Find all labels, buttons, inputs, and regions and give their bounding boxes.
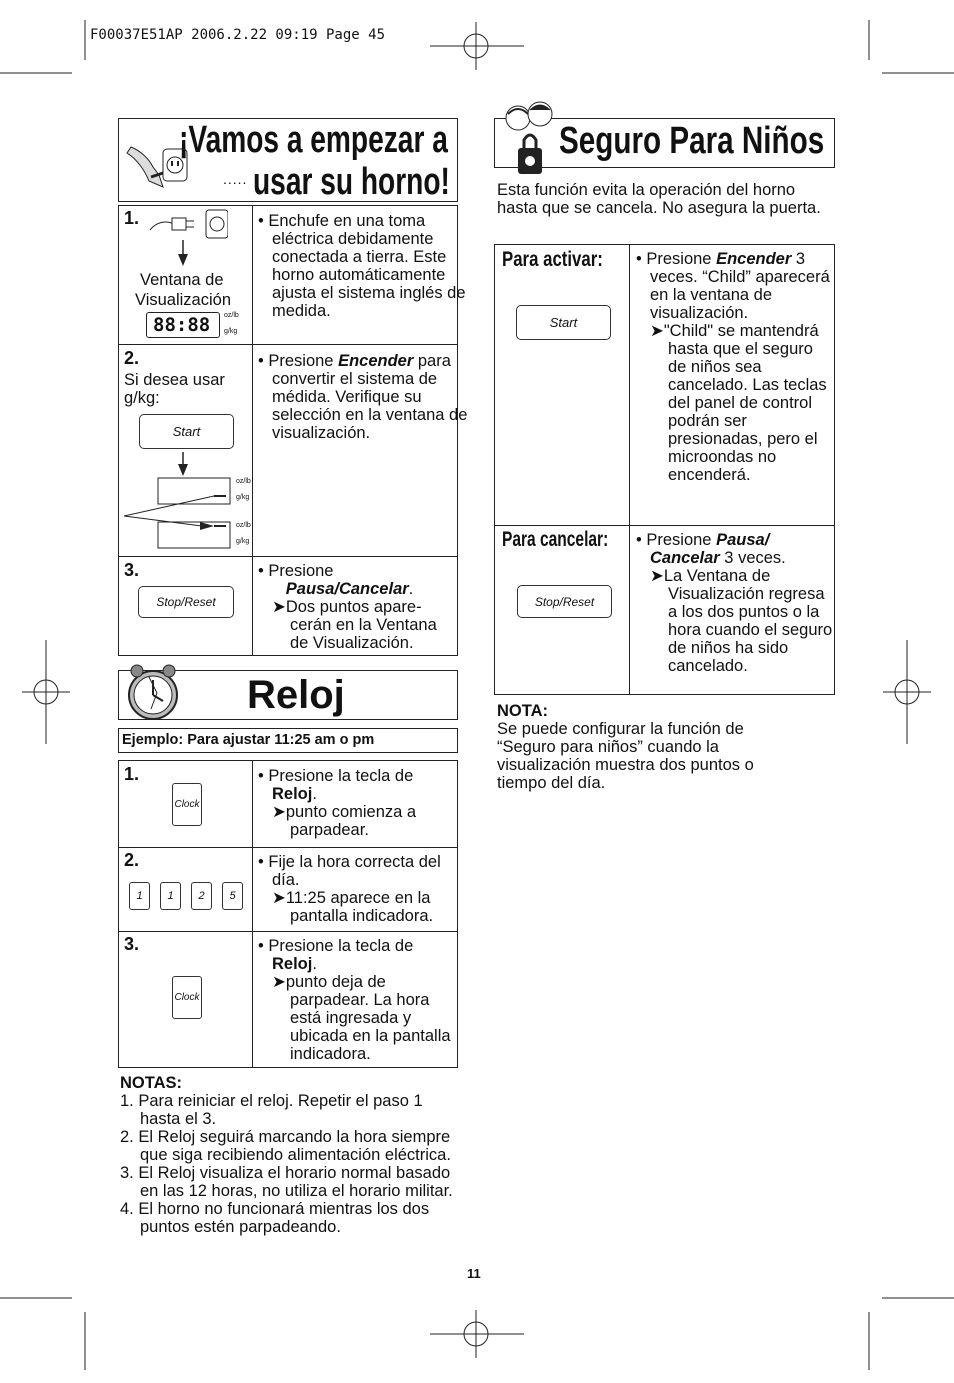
start-button[interactable]: Start — [516, 305, 611, 340]
title-dots: ..... — [223, 171, 248, 187]
stop-reset-button[interactable]: Stop/Reset — [138, 586, 234, 618]
number-key-5[interactable]: 5 — [222, 882, 243, 910]
print-info: F00037E51AP 2006.2.22 09:19 Page 45 — [90, 27, 386, 43]
display-window — [146, 312, 220, 338]
display-digits: 88:88 — [153, 314, 211, 336]
clock-step-3-text: • Presione la tecla de Reloj. ➤punto deja de parpadear. La hora está ingresada y ubicada en la pantalla indicadora. — [258, 937, 451, 1063]
unit-oz-lb: oz/lb — [224, 312, 239, 319]
gkg-label: Si desea usar g/kg: — [124, 371, 225, 407]
stop-reset-button[interactable]: Stop/Reset — [517, 585, 612, 618]
activate-label: Para activar: — [502, 248, 603, 271]
setup-step-1-text: • Enchufe en una toma eléctrica debidamente conectada a tierra. Este horno automáticamente ajusta el sistema inglés de medida. — [258, 212, 466, 320]
plug-icon — [148, 208, 228, 270]
unit-oz-lb: oz/lb — [236, 522, 251, 529]
activate-text: • Presione Encender 3 veces. “Child” aparecerá en la ventana de visualización. ➤"Child" se mantendrá hasta que el seguro de niños sea cancelado. Las teclas del panel de control podrán ser presionadas, pero el microondas no encenderá. — [636, 250, 830, 484]
child-lock-icon — [500, 98, 560, 178]
step-number: 1. — [124, 208, 140, 228]
number-key-2[interactable]: 2 — [191, 882, 212, 910]
child-lock-title: Seguro Para Niños — [559, 120, 825, 162]
clock-title: Reloj — [247, 673, 345, 717]
clock-notes: NOTAS: 1. Para reiniciar el reloj. Repetir el paso 1 hasta el 3. 2. El Reloj seguirá marcando la hora siempre que siga recibiendo alimentación eléctrica. 3. El Reloj visualiza el horario normal basado en las 12 horas, no utiliza el horario militar. 4. El horno no funcionará mientras los dos puntos estén parpadeando. — [120, 1074, 453, 1236]
getting-started-title-line1: ¡Vamos a empezar a — [179, 119, 448, 161]
page-number: 11 — [467, 1266, 481, 1281]
clock-example-box — [118, 728, 458, 753]
display-label-2: Visualización — [135, 291, 232, 309]
getting-started-title-line2: usar su horno! — [253, 161, 450, 203]
number-key-1[interactable]: 1 — [160, 882, 181, 910]
setup-step-3-text: • Presione Pausa/Cancelar. ➤Dos puntos apare- cerán en la Ventana de Visualización. — [258, 562, 437, 652]
step-number: 2. — [124, 348, 140, 368]
unit-g-kg: g/kg — [236, 494, 250, 501]
step-number: 1. — [124, 764, 140, 784]
getting-started-title-box — [118, 118, 458, 202]
cancel-label: Para cancelar: — [502, 528, 609, 551]
unit-oz-lb: oz/lb — [236, 478, 251, 485]
number-key-1[interactable]: 1 — [129, 882, 150, 910]
alarm-clock-icon — [119, 663, 189, 721]
clock-key[interactable]: Clock — [172, 976, 202, 1019]
setup-step-2-text: • Presione Encender para convertir el sistema de médida. Verifique su selección en la ventana de visualización. — [258, 352, 468, 442]
start-button[interactable]: Start — [139, 414, 234, 449]
clock-step-1-text: • Presione la tecla de Reloj. ➤punto comienza a parpadear. — [258, 767, 417, 839]
step-number: 2. — [124, 850, 140, 870]
step-number: 3. — [124, 560, 140, 580]
clock-example: Ejemplo: Para ajustar 11:25 am o pm — [122, 732, 375, 748]
clock-key[interactable]: Clock — [172, 783, 202, 826]
child-lock-note: NOTA: Se puede configurar la función de “Seguro para niños” cuando la visualización muestra dos puntos o tiempo del día. — [497, 702, 754, 792]
unit-g-kg: g/kg — [224, 328, 238, 335]
clock-step-2-text: • Fije la hora correcta del día. ➤11:25 aparece en la pantalla indicadora. — [258, 853, 441, 925]
step-number: 3. — [124, 934, 140, 954]
display-label-1: Ventana de — [140, 271, 224, 289]
child-lock-intro: Esta función evita la operación del horno hasta que se cancela. No asegura la puerta. — [497, 181, 821, 217]
unit-g-kg: g/kg — [236, 538, 250, 545]
display-change-diagram — [120, 450, 250, 554]
clock-title-box — [118, 670, 458, 720]
cancel-text: • Presione Pausa/ Cancelar 3 veces. ➤La Ventana de Visualización regresa a los dos puntos o la hora cuando el seguro de niños ha sido cancelado. — [636, 531, 833, 675]
